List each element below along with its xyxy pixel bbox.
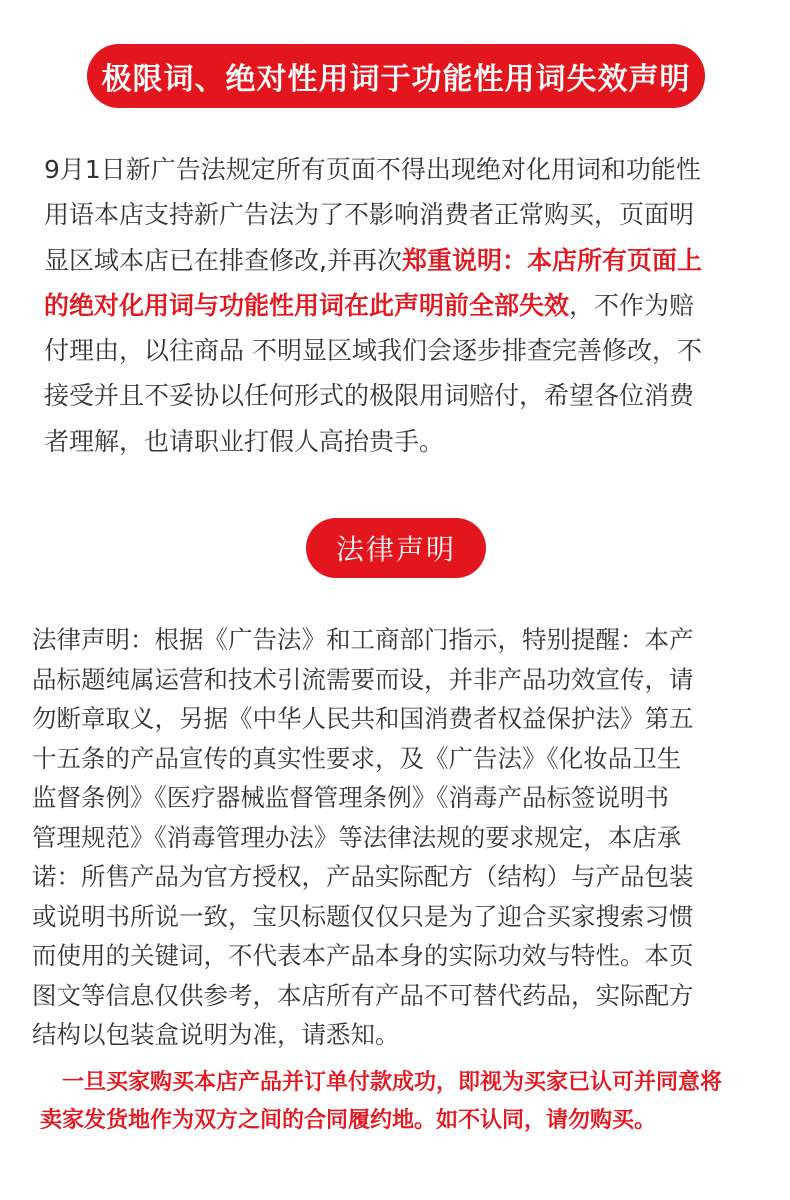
disclaimer-line: 接受并且不妥协以任何形式的极限用词赔付，希望各位消费 [44,381,695,411]
legal-line: 勿断章取义，另据《中华人民共和国消费者权益保护法》第五 [32,704,694,733]
disclaimer-text: ，不作为赔 [569,290,695,320]
legal-line: 十五条的产品宣传的真实性要求，及《广告法》《化妆品卫生 [32,743,682,773]
disclaimer-line: 付理由，以往商品 不明显区域我们会逐步排查完善修改，不 [44,336,702,366]
banner-title: 极限词、绝对性用词于功能性用词失效声明 [87,44,705,108]
purchase-notice-line: 卖家发货地作为双方之间的合同履约地。如不认同，请勿购买。 [40,1108,657,1133]
legal-line: 监督条例》《医疗器械监督管理条例》《消毒产品标签说明书 [32,783,669,812]
disclaimer-line [44,283,754,328]
legal-line: 结构以包装盒说明为准，请悉知。 [32,1020,400,1049]
legal-line: 图文等信息仅供参考，本店所有产品不可替代药品，实际配方 [32,980,694,1010]
disclaimer-emphasis: 的绝对化用词与功能性用词在此声明前全部失效 [44,290,570,320]
disclaimer-line: 用语本店支持新广告法为了不影响消费者正常购买，页面明 [44,200,695,230]
legal-line: 诺：所售产品为官方授权，产品实际配方（结构）与产品包装 [32,862,694,891]
disclaimer-line: 者理解，也请职业打假人高抬贵手。 [44,426,445,456]
disclaimer-emphasis: 郑重说明：本店所有页面上 [401,245,702,275]
legal-paragraph [32,620,762,1055]
disclaimer-text: 显区域本店已在排查修改,并再次 [44,245,402,275]
legal-line: 或说明书所说一致，宝贝标题仅仅只是为了迎合买家搜索习惯 [32,901,694,931]
legal-line: 法律声明：根据《广告法》和工商部门指示，特别提醒：本产 [32,625,694,654]
legal-title: 法律声明 [306,518,486,578]
disclaimer-line [44,238,754,283]
disclaimer-paragraph [44,147,754,464]
legal-line: 品标题纯属运营和技术引流需要而设，并非产品功效宣传，请 [32,664,694,694]
legal-line: 管理规范》《消毒管理办法》等法律法规的要求规定，本店承 [32,822,682,852]
disclaimer-line: 9月1日新广告法规定所有页面不得出现绝对化用词和功能性 [44,155,701,184]
purchase-notice-line: 一旦买家购买本店产品并订单付款成功，即视为买家已认可并同意将 [62,1070,723,1095]
purchase-notice [40,1064,760,1140]
legal-line: 而使用的关键词，不代表本产品本身的实际功效与特性。本页 [32,941,694,970]
